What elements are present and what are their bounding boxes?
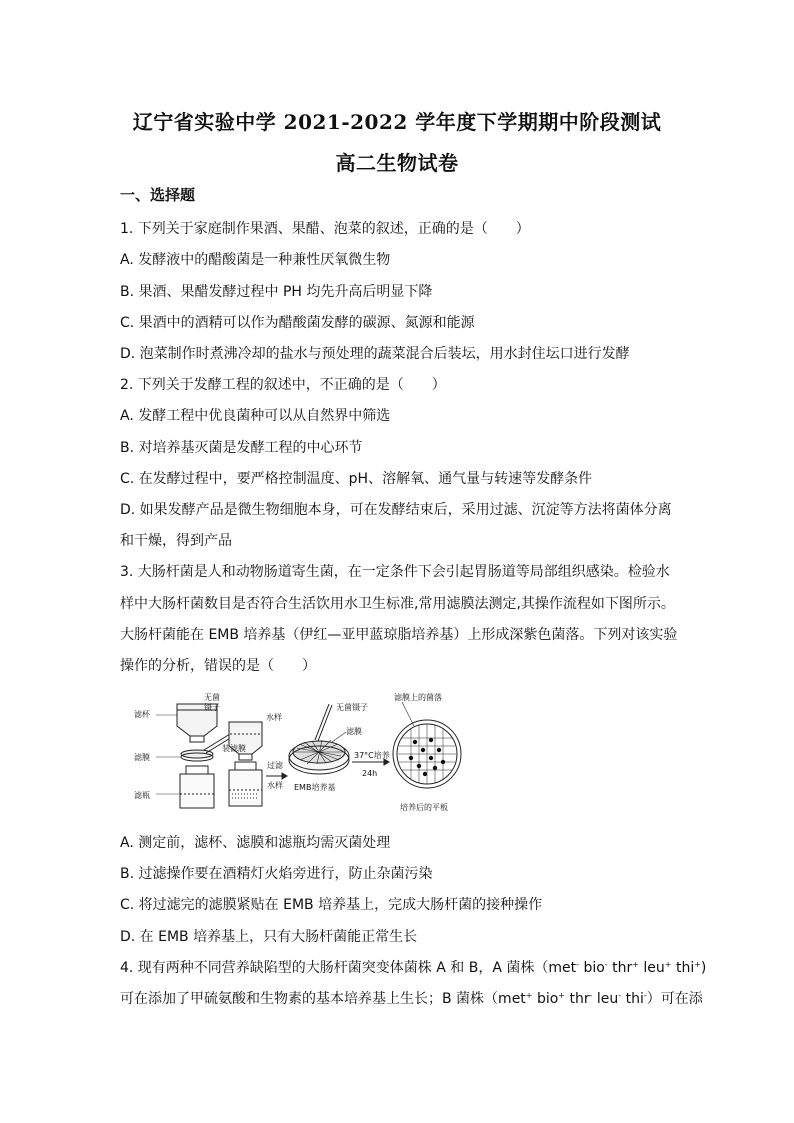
q3-stem-3: 大肠杆菌能在 EMB 培养基（伊红—亚甲蓝琼脂培养基）上形成深紫色菌落。下列对该实验 (120, 627, 678, 643)
q1-option-a: A. 发酵液中的醋酸菌是一种兼性厌氧微生物 (120, 252, 391, 268)
q3-option-d: D. 在 EMB 培养基上，只有大肠杆菌能正常生长 (120, 929, 418, 945)
label-filter-bottle: 滤瓶 (134, 791, 150, 800)
q2-option-b: B. 对培养基灭菌是发酵工程的中心环节 (120, 440, 363, 456)
q3-stem-2: 样中大肠杆菌数目是否符合生活饮用水卫生标准,常用滤膜法测定,其操作流程如下图所示。 (120, 596, 675, 612)
label-hours: 24h (362, 769, 378, 778)
label-membrane-2: 滤膜 (346, 727, 362, 736)
label-emb-medium: EMB培养基 (294, 783, 336, 792)
q4-stem-2: 可在添加了甲硫氨酸和生物素的基本培养基上生长；B 菌株（met+ bio+ thr- leu- thi-）可在添 (120, 991, 703, 1007)
q2-option-a: A. 发酵工程中优良菌种可以从自然界中筛选 (120, 408, 391, 424)
q3-stem-1: 3. 大肠杆菌是人和动物肠道寄生菌，在一定条件下会引起胃肠道等局部组织感染。检验水 (120, 564, 670, 580)
q2-option-d: D. 如果发酵产品是微生物细胞本身，可在发酵结束后，采用过滤、沉淀等方法将菌体分离 (120, 502, 672, 518)
label-water-sample: 水样 (266, 713, 282, 722)
label-filter-cup: 滤杯 (134, 710, 150, 719)
q3-option-a: A. 测定前，滤杯、滤膜和滤瓶均需灭菌处理 (120, 835, 391, 851)
label-sterile: 无菌 (204, 693, 220, 702)
label-sterile-tweezers: 无菌镊子 (336, 703, 368, 712)
q3-option-b: B. 过滤操作要在酒精灯火焰旁进行，防止杂菌污染 (120, 866, 433, 882)
label-colonies: 滤膜上的菌落 (394, 693, 442, 702)
label-incubate: 37°C培养 (354, 751, 390, 760)
q4-stem-1: 4. 现有两种不同营养缺陷型的大肠杆菌突变体菌株 A 和 B，A 菌株（met- bio- thr+ leu+ thi+) (120, 960, 707, 976)
q3-stem-4: 操作的分析，错误的是（ ） (120, 658, 316, 674)
exam-subtitle: 高二生物试卷 (335, 151, 459, 175)
label-install-membrane: 装滤膜 (222, 744, 246, 753)
q3-option-c: C. 将过滤完的滤膜紧贴在 EMB 培养基上，完成大肠杆菌的接种操作 (120, 897, 543, 913)
q1-option-c: C. 果酒中的酒精可以作为醋酸菌发酵的碳源、氮源和能源 (120, 315, 475, 331)
label-water-sample-2: 水样 (267, 781, 283, 790)
label-plate-after: 培养后的平板 (400, 803, 448, 812)
section-heading: 一、选择题 (120, 186, 196, 204)
q1-option-d: D. 泡菜制作时煮沸冷却的盐水与预处理的蔬菜混合后装坛，用水封住坛口进行发酵 (120, 346, 630, 362)
label-filter: 过滤 (267, 761, 283, 770)
q2-stem: 2. 下列关于发酵工程的叙述中，不正确的是（ ） (120, 377, 446, 393)
label-tweezers: 镊子 (204, 703, 220, 712)
exam-title: 辽宁省实验中学 2021-2022 学年度下学期期中阶段测试 (132, 110, 662, 134)
q1-option-b: B. 果酒、果醋发酵过程中 PH 均先升高后明显下降 (120, 284, 433, 300)
filtration-diagram (132, 690, 482, 814)
q2-option-c: C. 在发酵过程中，要严格控制温度、pH、溶解氧、通气量与转速等发酵条件 (120, 471, 593, 487)
label-membrane: 滤膜 (134, 753, 150, 762)
q1-stem: 1. 下列关于家庭制作果酒、果醋、泡菜的叙述，正确的是（ ） (120, 221, 530, 237)
q2-option-d-cont: 和干燥，得到产品 (120, 533, 232, 549)
